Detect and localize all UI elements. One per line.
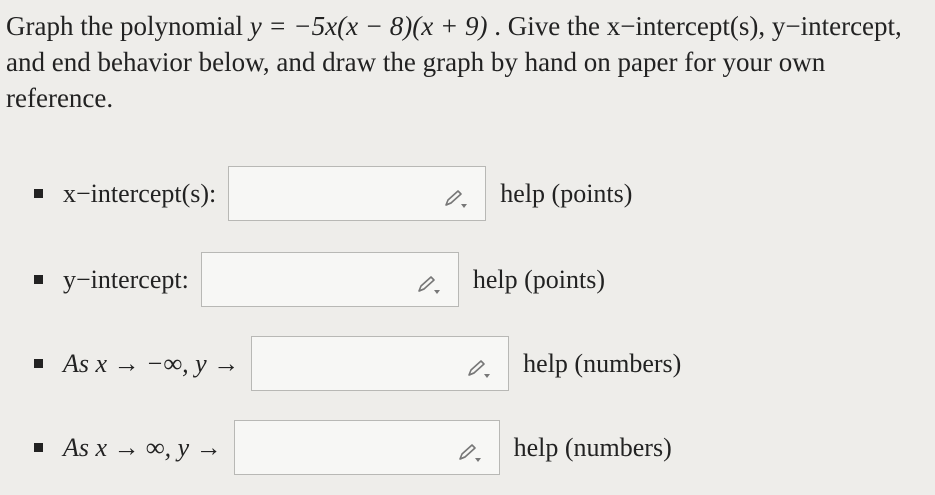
bullet-icon — [34, 443, 43, 452]
bullet-icon — [34, 359, 43, 368]
question-prompt — [6, 8, 931, 116]
prompt-text-before: Graph the polynomial — [6, 11, 250, 41]
end-behavior-left-help-link[interactable]: help (numbers) — [523, 348, 682, 378]
polynomial-equation: y = −5x(x − 8)(x + 9) — [249, 11, 488, 41]
pencil-dropdown-icon[interactable] — [416, 274, 444, 296]
x-intercept-row — [34, 166, 632, 221]
prompt-text-after: . Give the x−intercept(s), y−intercept, and end behavior below, and draw the graph by hand on paper for your own reference. — [6, 11, 902, 113]
end-behavior-right-help-link[interactable]: help (numbers) — [513, 432, 672, 462]
end-behavior-right-input[interactable] — [234, 420, 500, 475]
y-intercept-row — [34, 252, 605, 307]
x-intercept-input[interactable] — [228, 166, 486, 221]
x-intercept-help-link[interactable]: help (points) — [500, 178, 633, 208]
end-behavior-right-row — [34, 420, 672, 475]
bullet-icon — [34, 275, 43, 284]
x-intercept-label: x−intercept(s): — [63, 178, 217, 208]
pencil-dropdown-icon[interactable] — [443, 188, 471, 210]
end-behavior-right-label: As x → ∞, y → — [63, 432, 222, 462]
end-behavior-left-input[interactable] — [251, 336, 509, 391]
pencil-dropdown-icon[interactable] — [466, 358, 494, 380]
y-intercept-label: y−intercept: — [63, 264, 189, 294]
pencil-dropdown-icon[interactable] — [457, 442, 485, 464]
y-intercept-help-link[interactable]: help (points) — [472, 264, 605, 294]
end-behavior-left-label: As x → −∞, y → — [63, 348, 240, 378]
bullet-icon — [34, 189, 43, 198]
end-behavior-left-row — [34, 336, 681, 391]
y-intercept-input[interactable] — [201, 252, 459, 307]
